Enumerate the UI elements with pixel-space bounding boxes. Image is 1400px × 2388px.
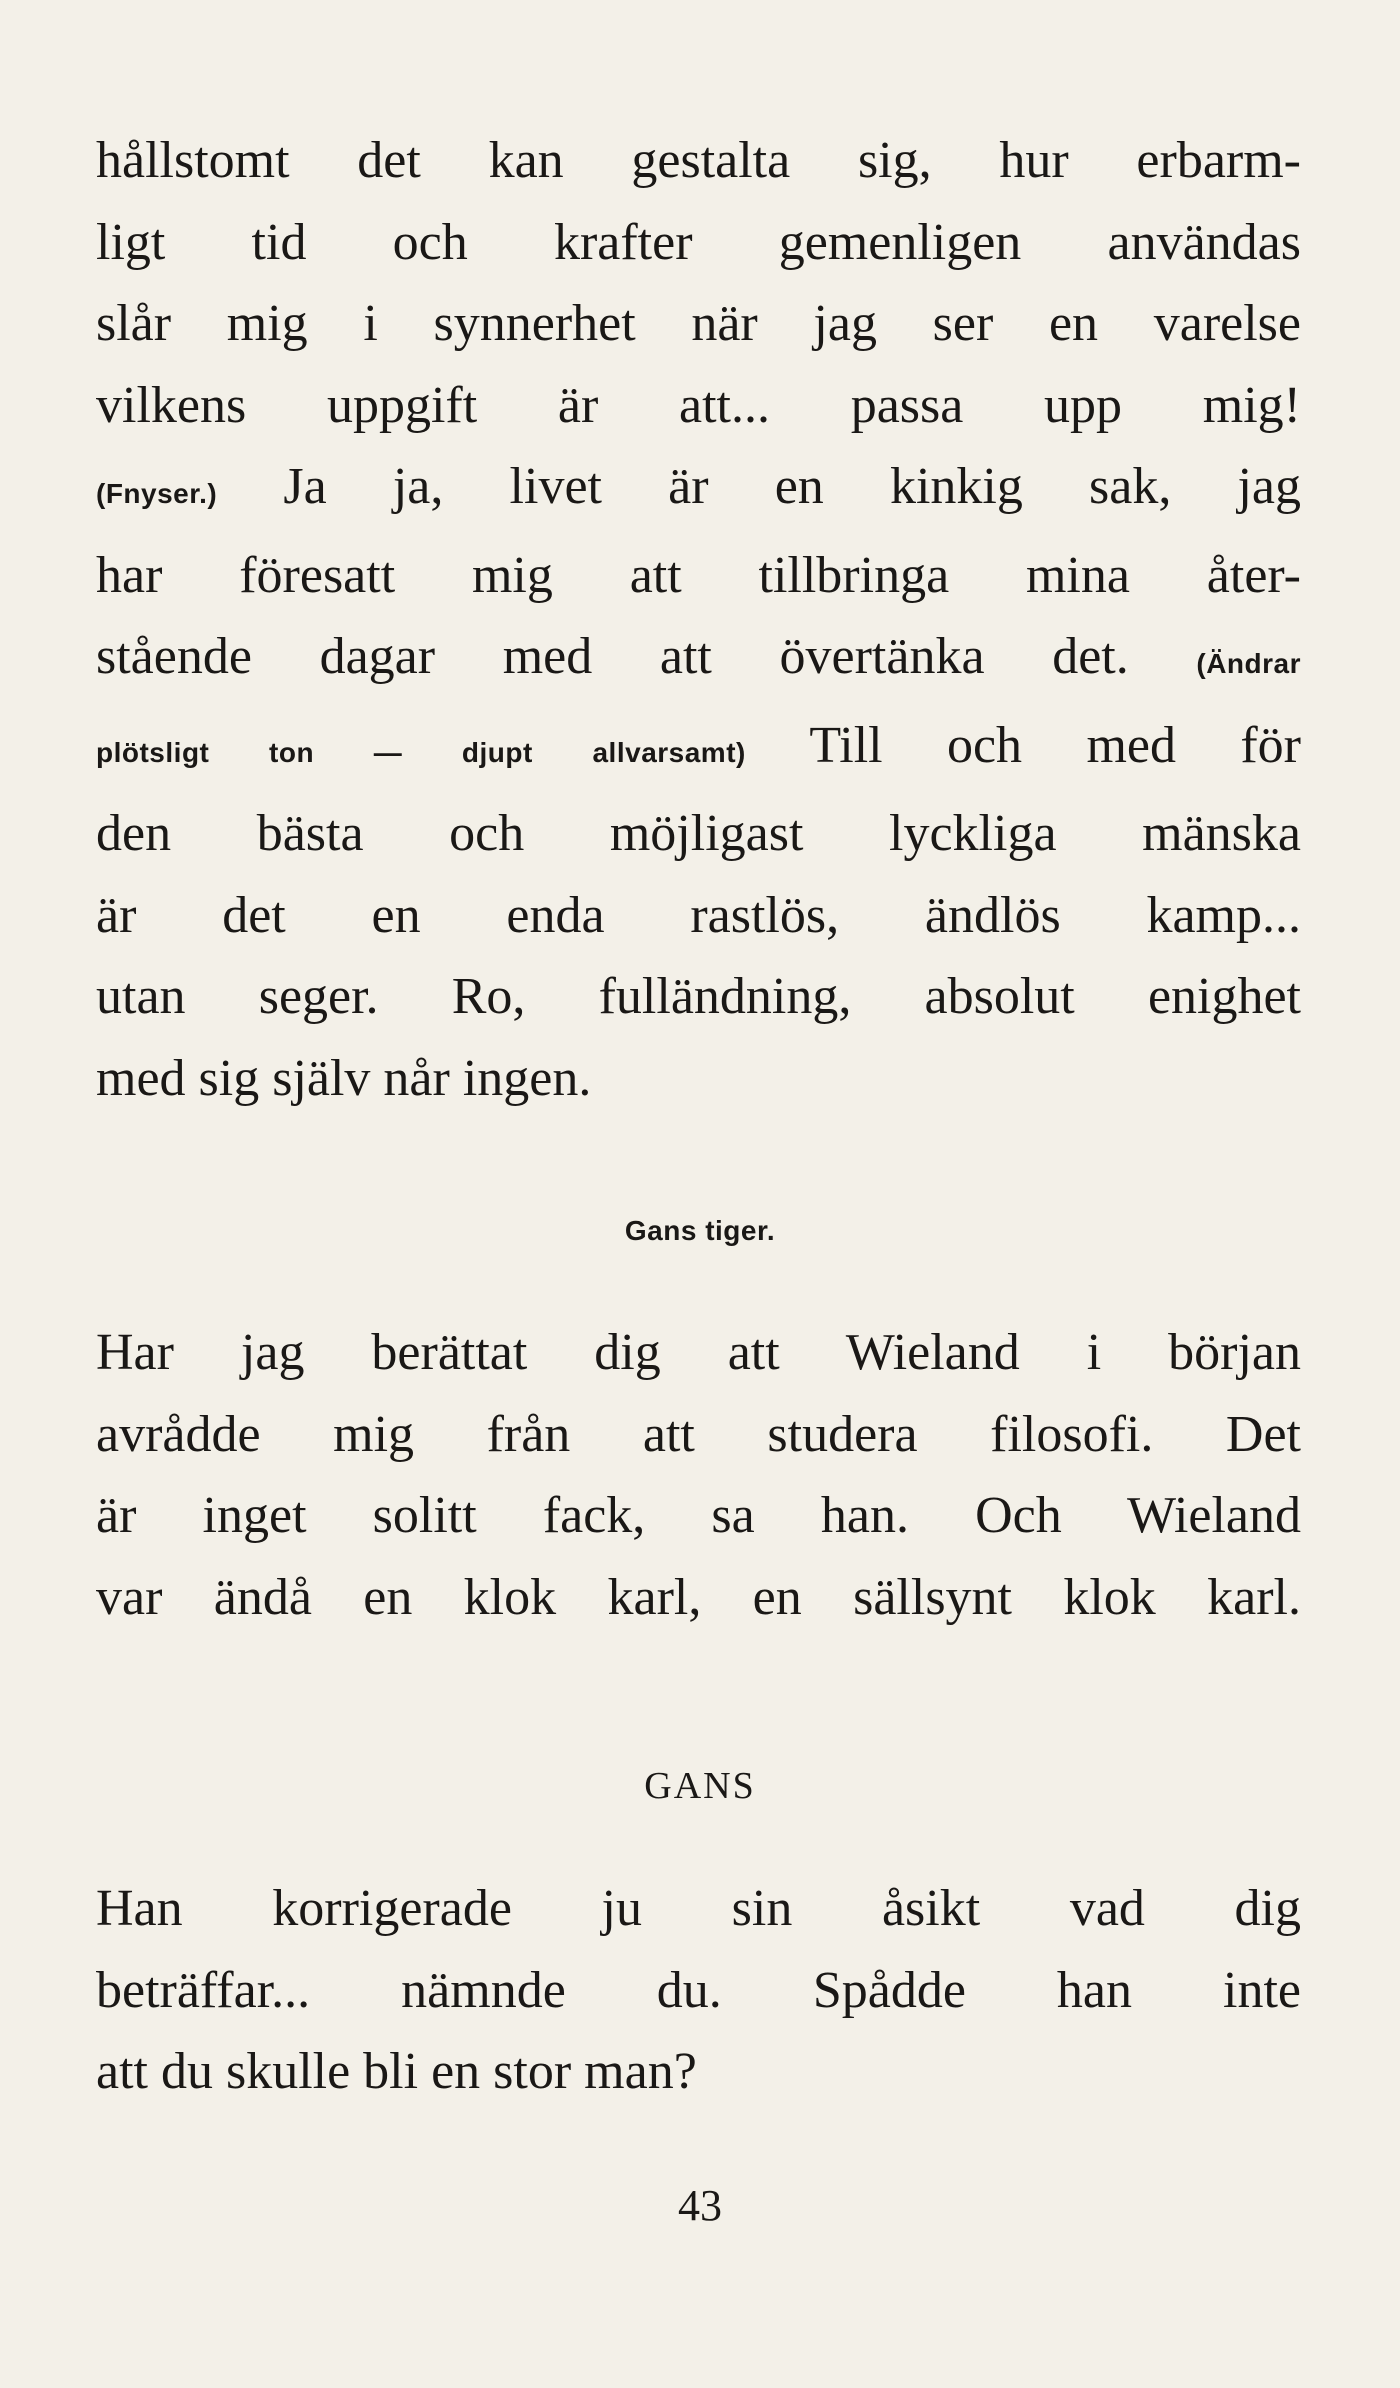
text-line: har föresatt mig att tillbringa mina åter-: [96, 546, 1301, 604]
text-line: är det en enda rastlös, ändlös kamp...: [96, 886, 1301, 944]
text-line: [96, 446, 1301, 535]
text-line: att du skulle bli en stor man?: [96, 2043, 697, 2100]
text-line: Har jag berättat dig att Wieland i början: [96, 1324, 1301, 1381]
text-line: vilkens uppgift är att... passa upp mig!: [96, 376, 1301, 434]
line-text: Ja ja, livet är en kinkig sak, jag: [283, 458, 1302, 515]
line-text: stående dagar med att övertänka det.: [96, 628, 1129, 685]
text-line: hållstomt det kan gestalta sig, hur erbarm-: [96, 132, 1301, 189]
text-line: Han korrigerade ju sin åsikt vad dig: [96, 1880, 1301, 1937]
text-line: avrådde mig från att studera filosofi. Det: [96, 1405, 1301, 1463]
text-line: [96, 616, 1301, 705]
text-line: är inget solitt fack, sa han. Och Wieland: [96, 1487, 1301, 1544]
paragraph-monologue: [96, 120, 1301, 1119]
stage-direction: (Fnyser.): [96, 478, 218, 509]
text-line: var ändå en klok karl, en sällsynt klok karl.: [96, 1568, 1301, 1626]
stage-direction: (Ändrar: [1196, 648, 1301, 679]
paragraph-reply: [96, 1868, 1301, 2113]
line-text: Till och med för: [809, 716, 1301, 774]
paragraph-speech: [96, 1312, 1301, 1638]
text-line: med sig själv når ingen.: [96, 1049, 592, 1107]
stage-direction-heading: Gans tiger.: [624, 1215, 776, 1246]
text-line: den bästa och möjligast lyckliga mänska: [96, 805, 1301, 862]
stage-direction: plötsligt ton — djupt allvarsamt): [96, 736, 746, 768]
page-number: 43: [678, 2181, 722, 2230]
text-line: slår mig i synnerhet när jag ser en varelse: [96, 295, 1301, 352]
text-line: beträffar... nämnde du. Spådde han inte: [96, 1961, 1301, 2019]
text-line: ligt tid och krafter gemenligen användas: [96, 213, 1301, 271]
speaker-name: GANS: [644, 1765, 756, 1807]
text-line: [96, 705, 1301, 794]
text-line: utan seger. Ro, fulländning, absolut enighet: [96, 968, 1301, 1025]
